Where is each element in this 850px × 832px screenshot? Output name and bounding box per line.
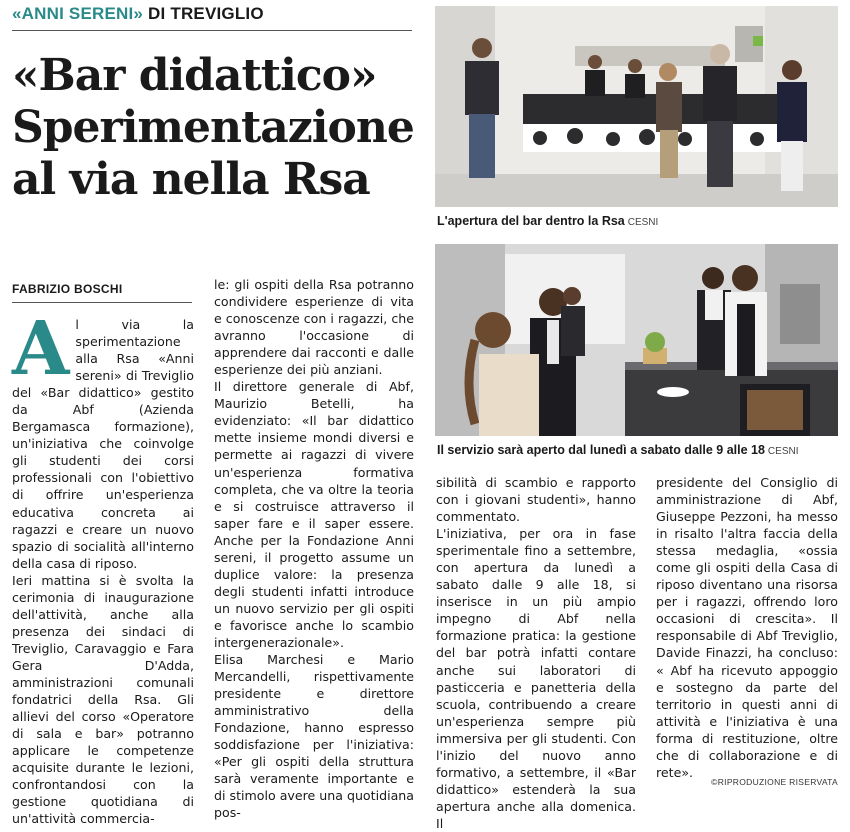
article-column-3	[436, 474, 636, 832]
caption-text: Il servizio sarà aperto dal lunedì a sabato dalle 9 alle 18	[437, 443, 765, 457]
byline: FABRIZIO BOSCHI	[12, 282, 123, 296]
article-column-1	[12, 306, 194, 827]
byline-rule	[12, 302, 192, 303]
paragraph-text: l via la sperimentazione alla Rsa «Anni sereni» di Treviglio del «Bar didattico» gestito da Abf (Azienda Bergamasca formazione), un'iniziativa che coinvolge gli studenti dei corsi professionali con l'obiettivo di offrire un'esperienza educativa concreta ai ragazzi e creare un nuovo spazio di socialità all'interno della casa di riposo.	[12, 317, 194, 571]
photo-bar-opening-illustration	[435, 6, 838, 207]
kicker-location: DI TREVIGLIO	[148, 4, 264, 23]
copyright-notice: ©RIPRODUZIONE RISERVATA	[711, 777, 838, 787]
drop-cap: A	[12, 306, 70, 392]
headline-line-3: al via nella Rsa	[12, 154, 370, 205]
photo-credit: CESNI	[767, 446, 799, 457]
headline-line-2: Sperimentazione	[12, 102, 414, 153]
article-column-2	[214, 276, 414, 822]
paragraph: sibilità di scambio e rapporto con i giovani studenti», hanno commentato.	[436, 475, 636, 525]
section-kicker	[12, 4, 264, 24]
article-column-4	[656, 474, 838, 781]
photo-bar-service	[435, 244, 838, 436]
kicker-accent: «ANNI SERENI»	[12, 4, 144, 23]
photo-caption-1	[437, 214, 658, 228]
paragraph: presidente del Consiglio di amministrazione di Abf, Giuseppe Pezzoni, ha messo in risalto l'altra faccia della stessa medaglia, «ossia come gli ospiti della Casa di riposo diventano una risorsa per i ragazzi, offrendo loro occasioni di crescita». Il responsabile di Abf Treviglio, Davide Finazzi, ha concluso: « Abf ha ricevuto appoggio e sostegno da parte del territorio in questi anni di attività e l'iniziativa è una forma di restituzione, oltre che di collaborazione e di rete».	[656, 475, 838, 780]
paragraph: Elisa Marchesi e Mario Mercandelli, rispettivamente presidente e direttore amministrativo della Fondazione, hanno espresso soddisfazione per l'iniziativa: «Per gli ospiti della struttura sarà veramente importante e di stimolo avere una quotidiana pos-	[214, 652, 414, 821]
photo-bar-service-illustration	[435, 244, 838, 436]
paragraph: L'iniziativa, per ora in fase sperimentale fino a settembre, con apertura da lunedì a sabato dalle 9 alle 18, si inserisce in un più ampio impegno di Abf nella formazione pratica: la gestione del bar potrà infatti contare anche sui laboratori di pasticceria e panetteria della scuola, contribuendo a creare un'esperienza sempre più immersiva per gli studenti. Con l'inizio del nuovo anno formativo, a settembre, il «Bar didattico» estenderà la sua apertura anche alla domenica. Il	[436, 526, 636, 831]
paragraph: Il direttore generale di Abf, Maurizio Betelli, ha evidenziato: «Il bar didattico mette insieme mondi diversi e permette ai ragazzi di vivere un'esperienza formativa completa, che va oltre la teoria e si costruisce attraverso il saper fare e il saper essere. Anche per la Fondazione Anni sereni, il progetto assume un duplice valore: la presenza degli studenti infatti introduce un nuovo servizio per gli ospiti e favorisce anche lo scambio intergenerazionale».	[214, 379, 414, 650]
photo-caption-2	[437, 443, 798, 457]
headline	[12, 50, 422, 206]
paragraph: le: gli ospiti della Rsa potranno condividere esperienze di vita e conoscenze con i ragazzi, che avranno l'occasione di apprendere dai racconti e dalle esperienze dei più anziani.	[214, 277, 414, 378]
paragraph: Ieri mattina si è svolta la cerimonia di inaugurazione dell'attività, anche alla presenza dei sindaci di Treviglio, Caravaggio e Fara Gera D'Adda, amministrazioni comunali fondatrici della Rsa. Gli allievi del corso «Operatore di sala e bar» potranno applicare le competenze acquisite durante le lezioni, confrontandosi con la gestione quotidiana di un'attività commercia-	[12, 572, 194, 827]
kicker-rule	[12, 30, 412, 31]
photo-credit: CESNI	[627, 217, 659, 228]
photo-bar-opening	[435, 6, 838, 207]
headline-line-1: «Bar didattico»	[12, 50, 377, 101]
paragraph	[12, 306, 194, 572]
caption-text: L'apertura del bar dentro la Rsa	[437, 214, 625, 228]
